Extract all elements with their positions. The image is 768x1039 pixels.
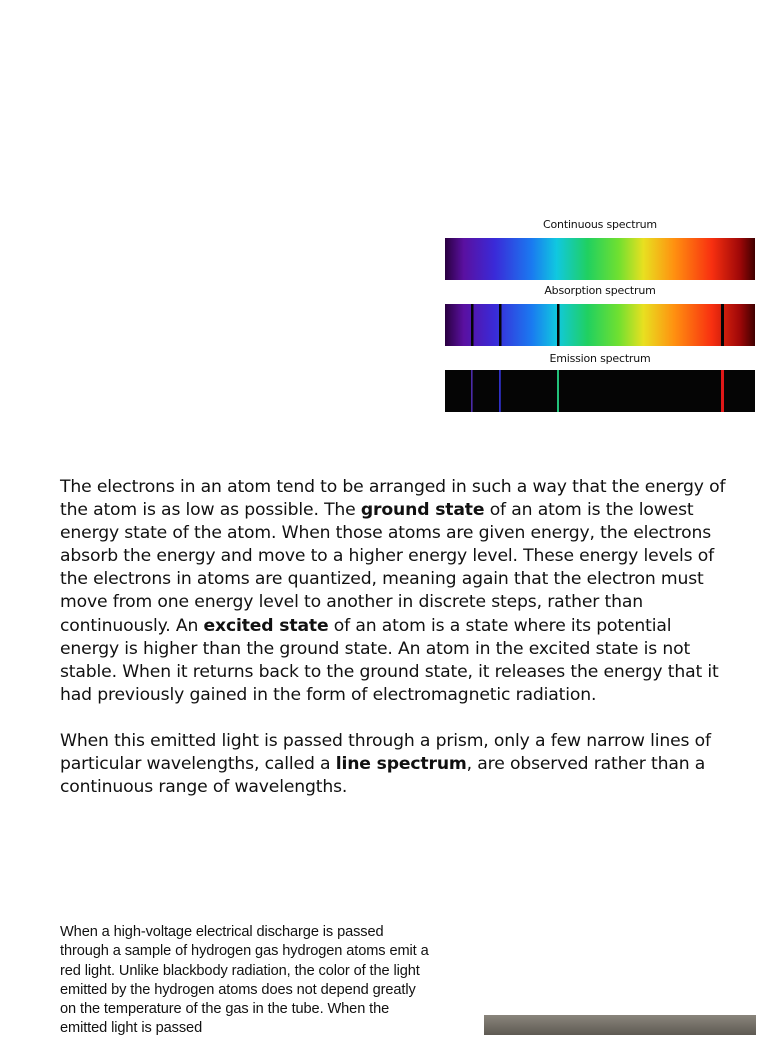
term-ground-state: ground state	[360, 500, 485, 521]
emission-line-violet	[471, 370, 473, 412]
term-line-spectrum: line spectrum	[335, 754, 467, 775]
body-text	[60, 476, 728, 799]
absorption-spectrum-bar	[445, 304, 755, 346]
hydrogen-discharge-caption: When a high-voltage electrical discharge is passed through a sample of hydrogen gas hydrogen atoms emit a red light. Unlike blackbody radiation, the color of the light emitted by the hydrogen atoms does not depend greatly on the temperature of the gas in the tube. When the emitted light is passed	[60, 924, 429, 1037]
paragraph-line-spectrum: When this emitted light is passed through a prism, only a few narrow lines of particular wavelengths, called a line spectrum, are observed rather than a continuous range of wavelengths.	[60, 730, 711, 798]
emission-line-blue	[499, 370, 501, 412]
continuous-spectrum-label: Continuous spectrum	[543, 218, 657, 231]
emission-line-red	[721, 370, 724, 412]
emission-line-green	[557, 370, 559, 412]
emission-spectrum-label: Emission spectrum	[549, 352, 651, 365]
emission-spectrum-bar	[445, 370, 755, 412]
spectra-figure	[444, 214, 756, 414]
absorption-line-red	[721, 304, 724, 346]
continuous-spectrum-bar	[445, 238, 755, 280]
absorption-line-green	[557, 304, 560, 346]
absorption-spectrum-label: Absorption spectrum	[544, 284, 656, 297]
term-excited-state: excited state	[203, 615, 329, 636]
discharge-tube-photo	[484, 1015, 756, 1035]
paragraph-energy-states: The electrons in an atom tend to be arranged in such a way that the energy of the atom is as low as possible. The ground state of an atom is the lowest energy state of the atom. When those atoms are given energy, the electrons absorb the energy and move to a higher energy level. These energy levels of the electrons in atoms are quantized, meaning again that the electron must move from one energy level to another in discrete steps, rather than continuously. An excited state of an atom is a state where its potential energy is higher than the ground state. An atom in the excited state is not stable. When it returns back to the ground state, it releases the energy that it had previously gained in the form of electromagnetic radiation.	[60, 477, 726, 705]
absorption-line-violet	[471, 304, 474, 346]
absorption-line-blue	[499, 304, 502, 346]
